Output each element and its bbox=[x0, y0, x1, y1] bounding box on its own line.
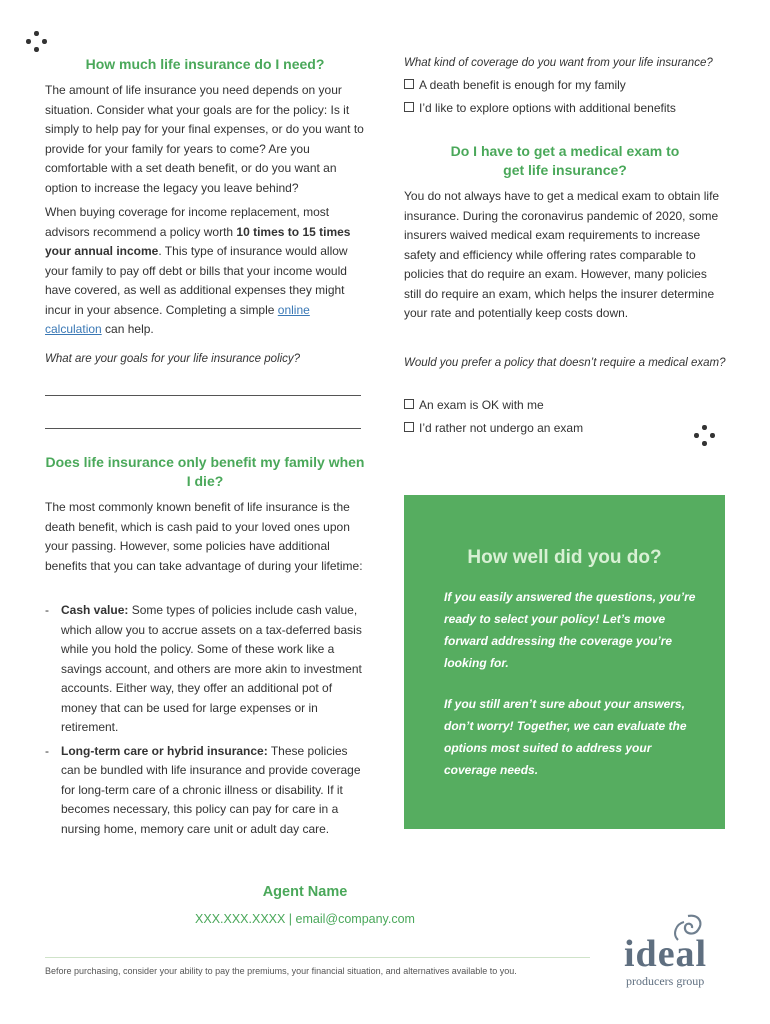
checkbox-icon[interactable] bbox=[404, 102, 414, 112]
bullet-title: Long-term care or hybrid insurance: bbox=[61, 743, 268, 758]
decorative-dots-icon bbox=[694, 425, 716, 447]
logo-wordmark: ideal bbox=[624, 933, 708, 975]
bullet-text: These policies can be bundled with life insurance and provide coverage for long-term care of a chronic illness or disability. If it becomes necessary, this policy can pay for care in a nursing home, memory care unit or adult day care. bbox=[61, 743, 361, 836]
agent-name: Agent Name bbox=[262, 884, 348, 900]
option-additional-benefits[interactable] bbox=[404, 97, 726, 120]
footer-disclaimer: Before purchasing, consider your ability to pay the premiums, your financial situation, and alternatives available to you. bbox=[45, 966, 517, 976]
online-calculation-link[interactable]: online calculation bbox=[45, 302, 310, 336]
bold-text: 10 times to 15 times your annual income bbox=[45, 224, 351, 258]
bullet-text: Some types of policies include cash value, which allow you to accrue assets on a tax-deferred basis while you hold the policy. Some of these work like a savings account, and others are more akin to investment accounts. Either way, they offer an additional pot of money that can be used for large expenses or in retirement. bbox=[61, 603, 362, 734]
checkbox-icon[interactable] bbox=[404, 422, 414, 432]
question-exam-preference: Would you prefer a policy that doesn’t require a medical exam? bbox=[404, 357, 726, 369]
option-label: A death benefit is enough for my family bbox=[419, 78, 626, 92]
option-label: An exam is OK with me bbox=[419, 398, 544, 412]
checkbox-icon[interactable] bbox=[404, 79, 414, 89]
answer-line-2[interactable] bbox=[45, 428, 361, 429]
footer-divider bbox=[45, 957, 590, 958]
option-death-benefit[interactable] bbox=[404, 74, 726, 97]
bullet-title: Cash value: bbox=[61, 603, 129, 617]
section-heading-medical-exam: Do I have to get a medical exam to get life insurance? bbox=[450, 143, 680, 178]
decorative-dots-icon bbox=[26, 31, 48, 53]
option-label: I’d like to explore options with additional benefits bbox=[419, 101, 676, 115]
option-label: I’d rather not undergo an exam bbox=[419, 421, 584, 435]
company-logo bbox=[620, 912, 730, 992]
section-heading-benefit: Does life insurance only benefit my family when I die? bbox=[45, 454, 365, 489]
question-goals: What are your goals for your life insurance policy? bbox=[45, 353, 301, 365]
bullet-dash: - bbox=[45, 603, 49, 617]
paragraph-income-replacement bbox=[45, 203, 365, 340]
logo-subtitle: producers group bbox=[626, 974, 705, 988]
callout-paragraph-1: If you easily answered the questions, you’re ready to select your policy! Let’s move forward addressing the coverage you’re looking for. bbox=[444, 590, 696, 670]
question-coverage: What kind of coverage do you want from your life insurance? bbox=[404, 57, 713, 69]
list-item bbox=[45, 742, 365, 840]
callout-box bbox=[404, 495, 725, 829]
checkbox-icon[interactable] bbox=[404, 399, 414, 409]
text-run: can help. bbox=[101, 322, 154, 336]
callout-paragraph-2: If you still aren’t sure about your answers, don’t worry! Together, we can evaluate the options most suited to address your coverage needs. bbox=[444, 697, 687, 777]
option-no-exam[interactable] bbox=[404, 417, 726, 440]
answer-line-1[interactable] bbox=[45, 395, 361, 396]
paragraph-death-benefit: The most commonly known benefit of life insurance is the death benefit, which is cash paid to your loved ones upon your passing. However, some policies have additional benefits that you can take advantage of during your lifetime: bbox=[45, 500, 363, 573]
paragraph-amount: The amount of life insurance you need depends on your situation. Consider what your goals are for the policy: Is it simply to help pay for your final expenses, or do you want to provide for your family for years to come? Are you comfortable with a set death benefit, or do you want an option to increase the legacy you leave behind? bbox=[45, 83, 364, 195]
callout-heading: How well did you do? bbox=[467, 547, 662, 568]
agent-contact[interactable]: XXX.XXX.XXXX | email@company.com bbox=[195, 912, 415, 926]
section-heading-how-much: How much life insurance do I need? bbox=[85, 56, 325, 72]
option-exam-ok[interactable] bbox=[404, 394, 726, 417]
list-item bbox=[45, 601, 365, 738]
benefits-list bbox=[45, 601, 365, 843]
bullet-dash: - bbox=[45, 743, 49, 758]
paragraph-medical-exam: You do not always have to get a medical exam to obtain life insurance. During the coronavirus pandemic of 2020, some insurers waived medical exam requirements to increase safety and efficiency while offering rates comparable to policies that do require an exam. However, many policies still do require an exam, which helps the insurer determine your rate and potentially keep costs down. bbox=[404, 189, 720, 320]
text-run: When buying coverage for income replacement, most advisors recommend a policy worth bbox=[45, 205, 330, 239]
text-run: . This type of insurance would allow your family to pay off debt or bills that your income would have covered, as well as additional expenses they might incur in your absence. Completing a simple bbox=[45, 244, 348, 317]
